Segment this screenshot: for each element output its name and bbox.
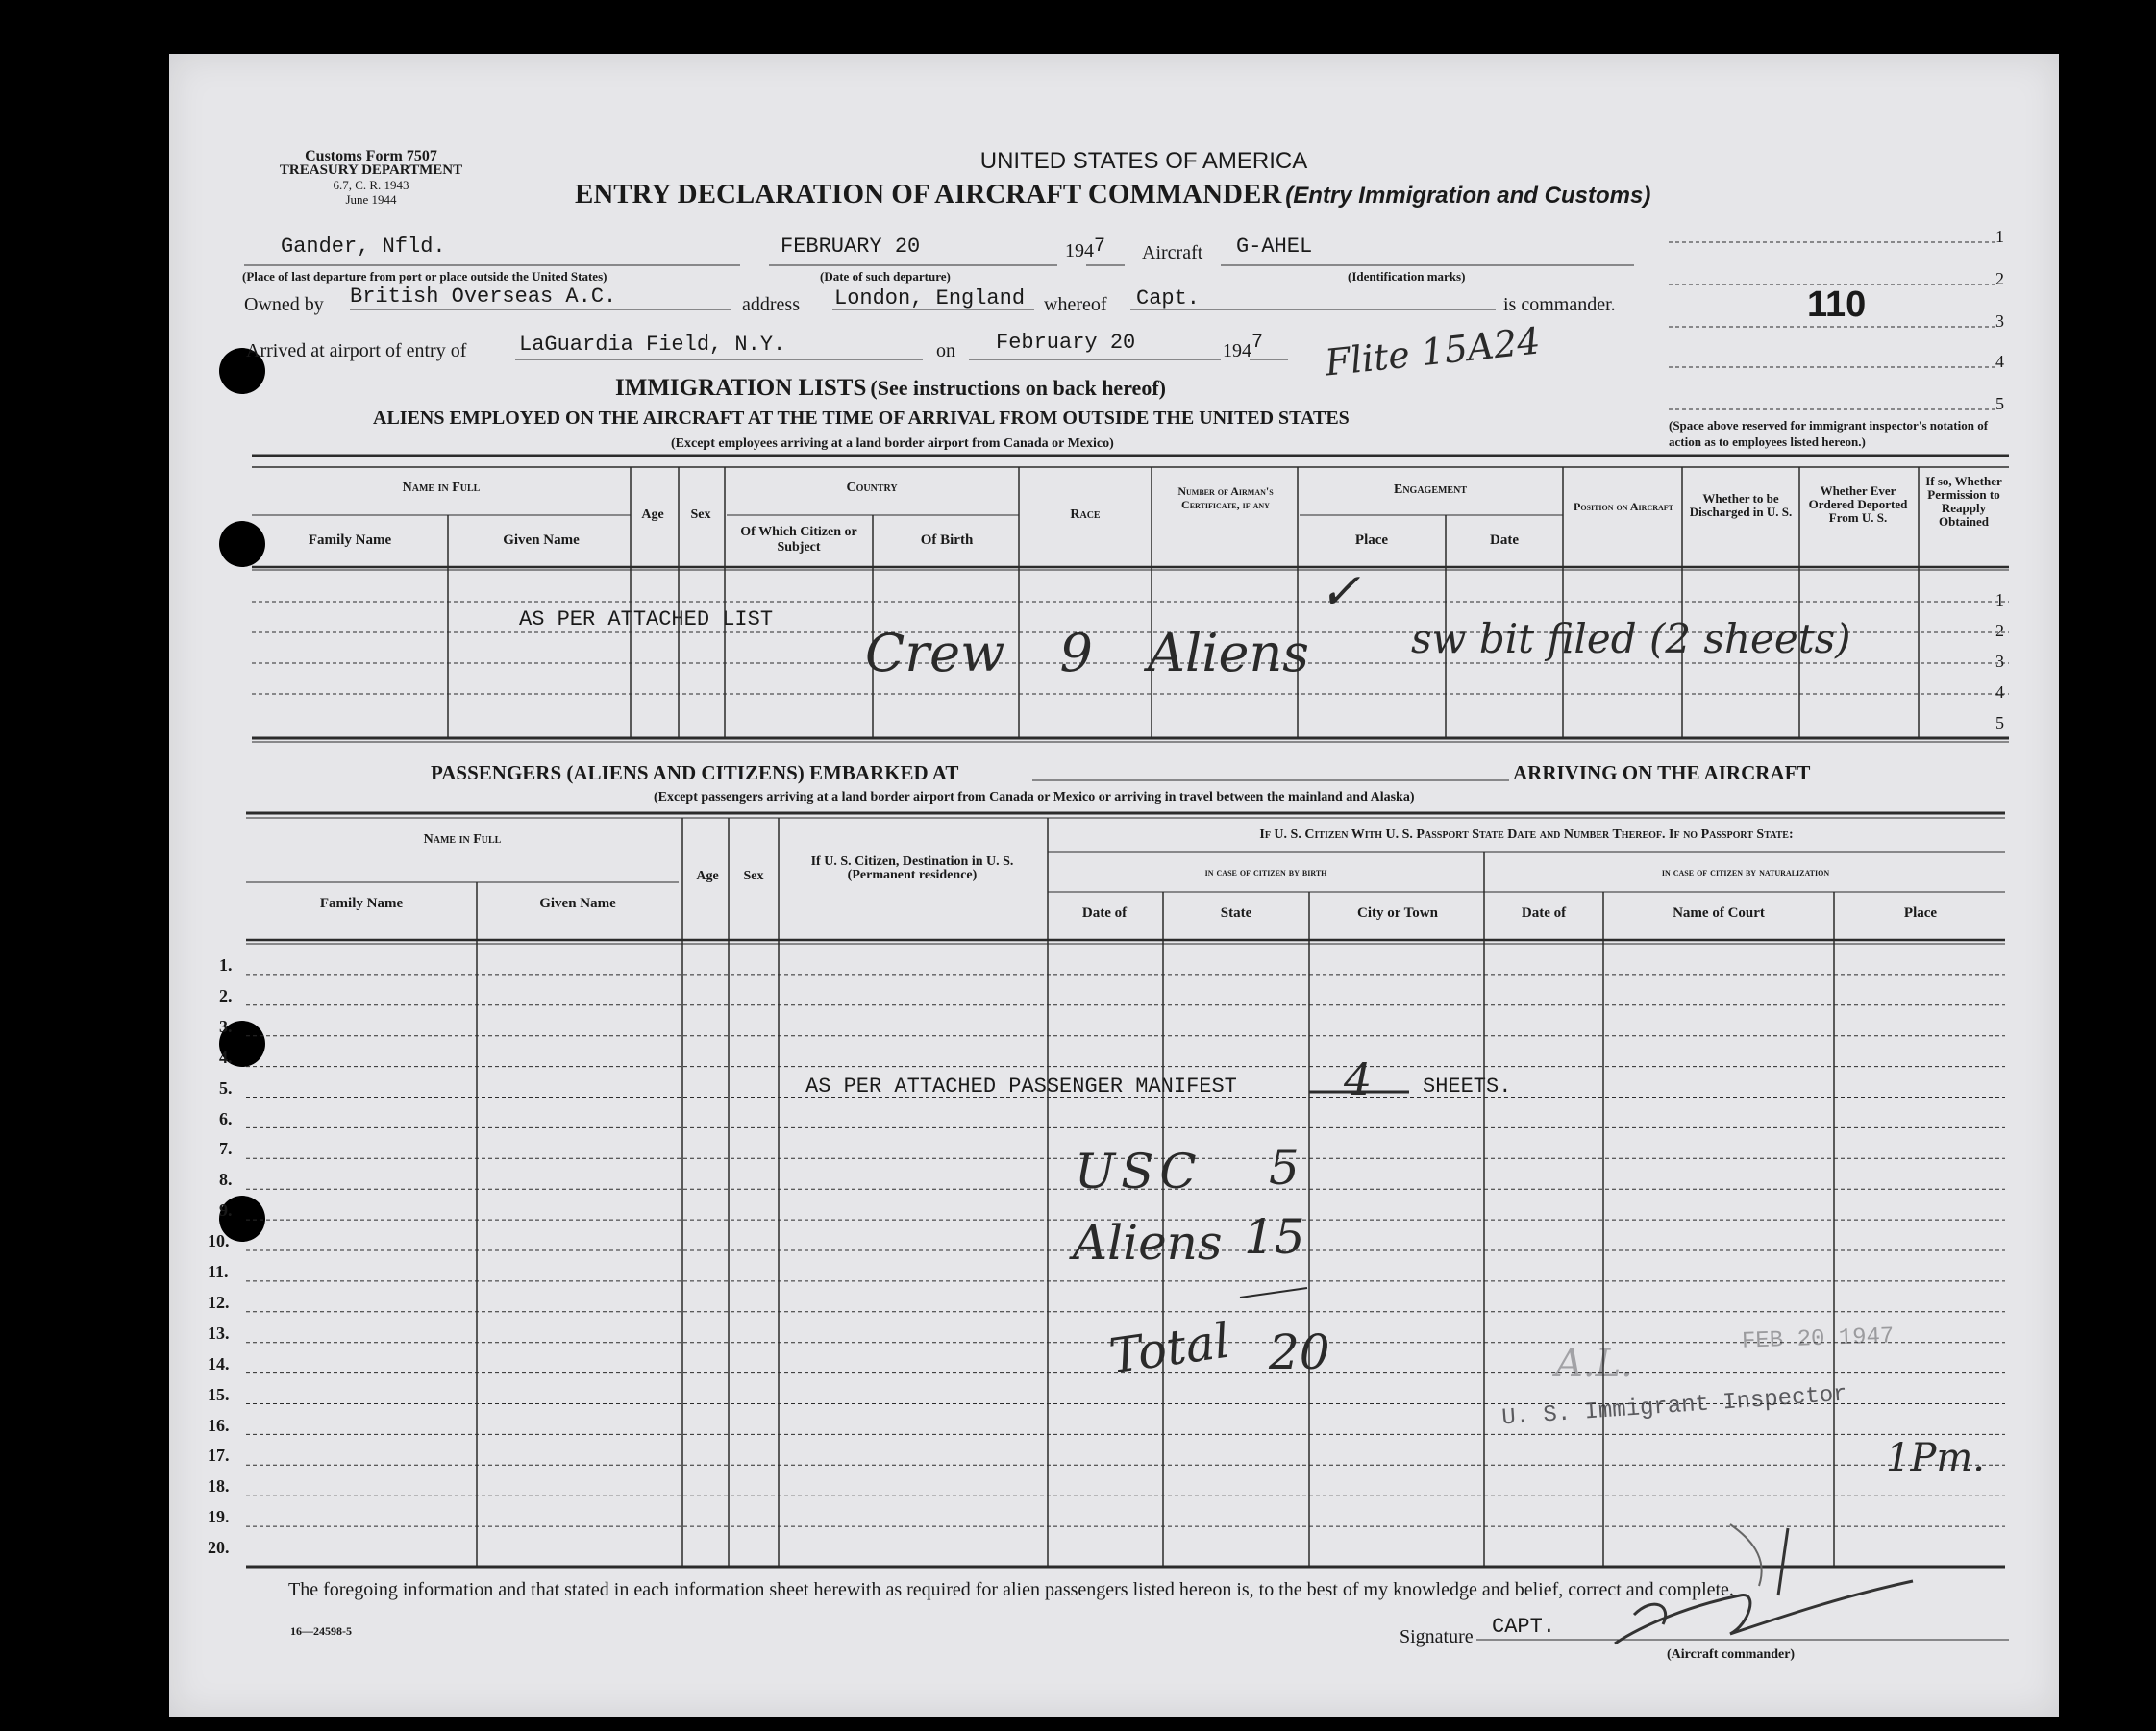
- pax-row-number: 17.: [208, 1446, 230, 1466]
- pax-row-number: 14.: [208, 1353, 230, 1373]
- pax-row-number: 15.: [208, 1384, 230, 1404]
- passengers-title-right: ARRIVING ON THE AIRCRAFT: [1513, 761, 1811, 784]
- imm-handwritten-check: ✓: [1319, 563, 1361, 621]
- arrival-year-prefix: 194: [1223, 340, 1251, 361]
- footer-form-number: 16—24598-5: [290, 1624, 352, 1638]
- inspector-stamp: U. S. Immigrant Inspector: [1500, 1381, 1848, 1432]
- aircraft-caption: (Identification marks): [1348, 269, 1466, 284]
- tally-total-value: 20: [1269, 1324, 1330, 1380]
- pax-hdr-place: Place: [1903, 905, 1938, 921]
- whereof-label: whereof: [1044, 294, 1107, 315]
- departure-date: FEBRUARY 20: [781, 235, 921, 259]
- pax-hdr-sex: Sex: [743, 869, 764, 883]
- title-main: ENTRY DECLARATION OF AIRCRAFT COMMANDER: [575, 179, 1282, 210]
- pax-row-number: 8.: [219, 1170, 233, 1190]
- imm-hdr-name: Name in Full: [402, 481, 481, 495]
- departure-date-caption: (Date of such departure): [820, 269, 951, 284]
- inspector-line-number: 4: [1995, 352, 2004, 371]
- address-value: London, England: [834, 286, 1026, 310]
- pax-hdr-destination: If U. S. Citizen, Destination in U. S. (Permanent residence): [810, 854, 1014, 882]
- imm-handwritten-crew: Crew 9 Aliens: [865, 623, 1309, 683]
- flight-note: Flite 15A24: [1323, 319, 1543, 384]
- pax-row-number: 10.: [208, 1231, 230, 1251]
- form-id-line2: TREASURY DEPARTMENT: [279, 162, 463, 178]
- pax-hdr-state: State: [1220, 905, 1252, 921]
- pax-hdr-court: Name of Court: [1673, 905, 1765, 921]
- inspector-line-number: 5: [1995, 394, 2004, 413]
- pax-row-number: 11.: [208, 1262, 229, 1281]
- imm-hdr-sex: Sex: [690, 507, 711, 522]
- inspector-caption: (Space above reserved for immigrant inspector's notation of action as to employees listed hereon.): [1669, 418, 1989, 449]
- inspector-date-stamp: FEB 20 1947: [1741, 1323, 1895, 1355]
- commander-value: Capt.: [1136, 286, 1201, 310]
- imm-hdr-birth: Of Birth: [920, 532, 974, 548]
- imm-hdr-race: Race: [1070, 507, 1101, 522]
- pax-row-number: 12.: [208, 1292, 230, 1312]
- form-id-line3: 6.7, C. R. 1943: [333, 178, 409, 192]
- pax-row-number: 20.: [208, 1538, 230, 1558]
- pax-row-number: 19.: [208, 1507, 230, 1527]
- pax-row-number: 4.: [219, 1047, 233, 1067]
- pax-row-number: 18.: [208, 1476, 230, 1496]
- immigration-title-note: (See instructions on back hereof): [870, 376, 1166, 400]
- signature-caption: (Aircraft commander): [1667, 1647, 1796, 1662]
- form-id-line1: Customs Form 7507: [305, 148, 437, 164]
- imm-row-number: 2: [1995, 621, 2004, 640]
- inspector-stamp-signature: A.L.: [1555, 1342, 1633, 1386]
- pax-row-number: 9.: [219, 1200, 233, 1221]
- owner-label: Owned by: [244, 294, 324, 315]
- pax-hdr-passport: If U. S. Citizen With U. S. Passport State Date and Number Thereof. If no Passport State:: [1259, 828, 1794, 842]
- inspector-number: 110: [1807, 284, 1867, 325]
- pax-row-number: 6.: [219, 1108, 233, 1128]
- signature-value: CAPT.: [1492, 1615, 1556, 1639]
- inspector-line-number: 1: [1995, 227, 2004, 246]
- time-note: 1Pm.: [1886, 1436, 1986, 1480]
- inspector-line-number: 2: [1995, 269, 2004, 288]
- imm-hdr-deported: Whether Ever Ordered Deported From U. S.: [1808, 483, 1908, 525]
- departure-place-caption: (Place of last departure from port or place outside the United States): [242, 269, 607, 284]
- passengers-title-left: PASSENGERS (ALIENS AND CITIZENS) EMBARKED AT: [431, 761, 959, 784]
- form-id-line4: June 1944: [345, 192, 397, 207]
- pax-hdr-age: Age: [696, 869, 719, 883]
- arrival-on-label: on: [936, 340, 955, 361]
- imm-hdr-position: Position on Aircraft: [1573, 500, 1673, 513]
- imm-hdr-citizen: Of Which Citizen or Subject: [740, 525, 857, 555]
- owner-value: British Overseas A.C.: [350, 284, 617, 309]
- pax-manifest-text: AS PER ATTACHED PASSENGER MANIFEST: [805, 1075, 1237, 1099]
- pax-hdr-city: City or Town: [1357, 905, 1438, 921]
- imm-hdr-family: Family Name: [308, 532, 392, 548]
- pax-row-number: 16.: [208, 1415, 230, 1435]
- arrival-date: February 20: [996, 331, 1136, 355]
- header-country: UNITED STATES OF AMERICA: [979, 148, 1308, 174]
- footer-statement: The foregoing information and that stated in each information sheet herewith as required for alien passengers listed hereon is, to the best of my knowledge and belief, correct and complete.: [288, 1579, 1734, 1600]
- aircraft-id: G-AHEL: [1236, 235, 1313, 259]
- imm-row-number: 1: [1995, 590, 2004, 609]
- immigration-subtitle: ALIENS EMPLOYED ON THE AIRCRAFT AT THE TIME OF ARRIVAL FROM OUTSIDE THE UNITED STATES: [373, 408, 1350, 429]
- departure-year-prefix: 194: [1065, 240, 1094, 261]
- imm-hdr-given: Given Name: [503, 532, 580, 548]
- pax-hdr-date-of-2: Date of: [1521, 905, 1567, 921]
- tally-aliens-label: Aliens: [1073, 1215, 1223, 1271]
- tally-aliens-value: 15: [1244, 1209, 1305, 1265]
- inspector-line-number: 3: [1995, 311, 2004, 331]
- pax-row-number: 1.: [219, 955, 233, 975]
- imm-hdr-date: Date: [1490, 532, 1519, 548]
- address-label: address: [742, 294, 800, 315]
- pax-hdr-date-of: Date of: [1081, 905, 1128, 921]
- imm-hdr-age: Age: [641, 507, 664, 522]
- pax-row-number: 5.: [219, 1077, 233, 1098]
- pax-row-number: 13.: [208, 1323, 230, 1343]
- imm-row-number: 4: [1995, 682, 2004, 702]
- imm-hdr-place: Place: [1354, 532, 1389, 548]
- imm-hdr-country: Country: [846, 481, 898, 495]
- immigration-note: (Except employees arriving at a land border airport from Canada or Mexico): [671, 436, 1114, 451]
- tally-usc-value: 5: [1269, 1140, 1300, 1196]
- imm-handwritten-note: sw bit filed (2 sheets): [1411, 615, 1851, 662]
- imm-hdr-discharged: Whether to be Discharged in U. S.: [1689, 491, 1793, 519]
- pax-row-number: 3.: [219, 1016, 233, 1036]
- pax-hdr-family: Family Name: [319, 896, 404, 911]
- imm-row-number: 5: [1995, 713, 2004, 732]
- imm-hdr-airman: Number of Airman's Certificate, if any: [1177, 484, 1274, 511]
- tally-total-label: Total: [1105, 1312, 1233, 1385]
- arrival-year-suffix: 7: [1251, 332, 1264, 354]
- pax-hdr-given: Given Name: [539, 896, 616, 911]
- title-suffix: (Entry Immigration and Customs): [1285, 183, 1651, 209]
- imm-typed-entry: AS PER ATTACHED LIST: [519, 607, 774, 631]
- pax-manifest-suffix: SHEETS.: [1423, 1075, 1512, 1099]
- tally-usc-label: USC: [1075, 1144, 1202, 1199]
- pax-manifest-count: 4: [1344, 1053, 1373, 1105]
- pax-hdr-by-birth: in case of citizen by birth: [1204, 865, 1327, 878]
- signature-label: Signature: [1400, 1626, 1474, 1647]
- departure-year-suffix: 7: [1094, 235, 1106, 258]
- imm-hdr-permission: If so, Whether Permission to Reapply Obtained: [1925, 474, 2002, 529]
- arrival-airport: LaGuardia Field, N.Y.: [519, 333, 786, 357]
- pax-row-number: 7.: [219, 1139, 233, 1159]
- passengers-note: (Except passengers arriving at a land border airport from Canada or Mexico or arriving in travel between the mainland and Alaska): [654, 790, 1415, 804]
- departure-place: Gander, Nfld.: [281, 235, 446, 259]
- pax-hdr-name: Name in Full: [423, 832, 502, 847]
- imm-hdr-engagement: Engagement: [1393, 482, 1467, 497]
- aircraft-label: Aircraft: [1142, 242, 1203, 263]
- imm-row-number: 3: [1995, 652, 2004, 671]
- immigration-title-main: IMMIGRATION LISTS: [615, 375, 867, 401]
- pax-row-number: 2.: [219, 985, 233, 1005]
- commander-suffix: is commander.: [1503, 294, 1616, 315]
- arrival-label: Arrived at airport of entry of: [246, 340, 467, 361]
- pax-hdr-by-naturalization: in case of citizen by naturalization: [1661, 865, 1830, 878]
